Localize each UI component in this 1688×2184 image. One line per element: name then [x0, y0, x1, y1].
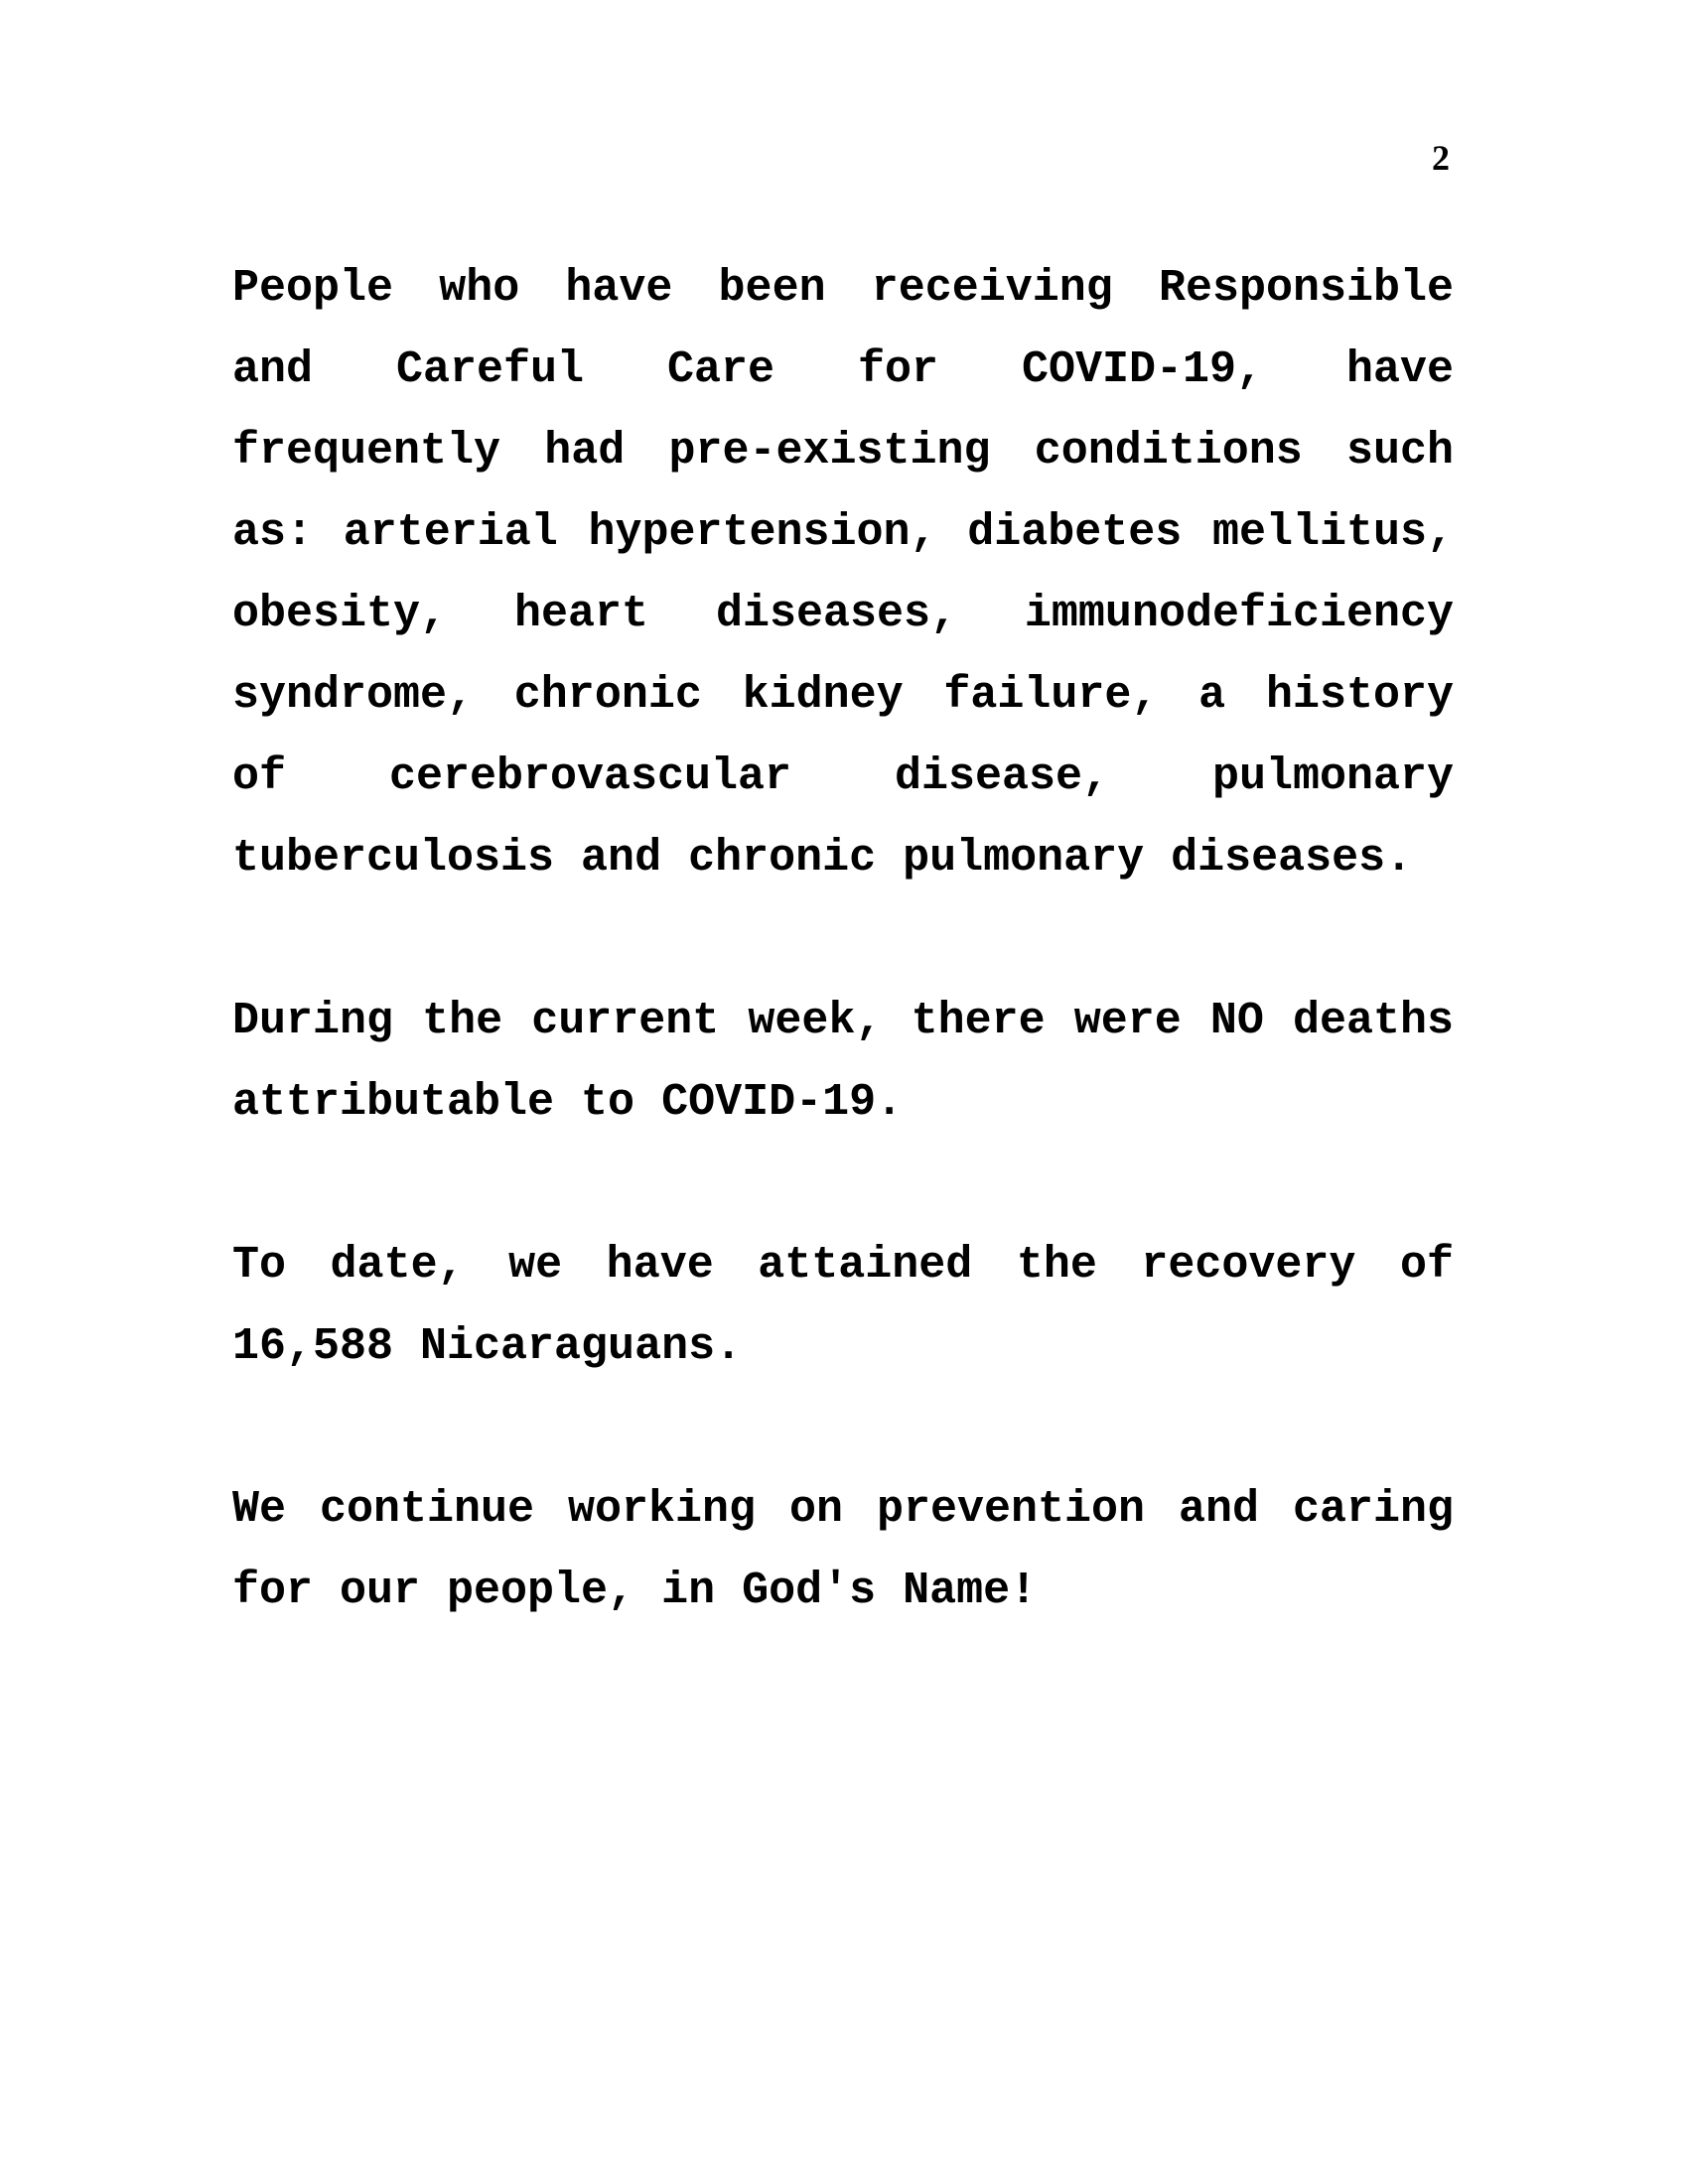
paragraph-preexisting-conditions: People who have been receiving Responsible and Careful Care for COVID-19, have frequently had pre-existing conditions such as: arterial hypertension, diabetes mellitus, obesity, heart diseases, immunodeficiency syndrome, chronic kidney failure, a history of cerebrovascular disease, pulmonary tuberculosis and chronic pulmonary diseases. [232, 263, 1454, 884]
paragraph-deaths: During the current week, there were NO deaths attributable to COVID-19. [232, 996, 1454, 1128]
page-number: 2 [1432, 138, 1450, 178]
paragraph-recoveries: To date, we have attained the recovery of 16,588 Nicaraguans. [232, 1240, 1454, 1372]
document-body [232, 248, 1454, 1713]
paragraph-closing: We continue working on prevention and caring for our people, in God's Name! [232, 1484, 1454, 1616]
